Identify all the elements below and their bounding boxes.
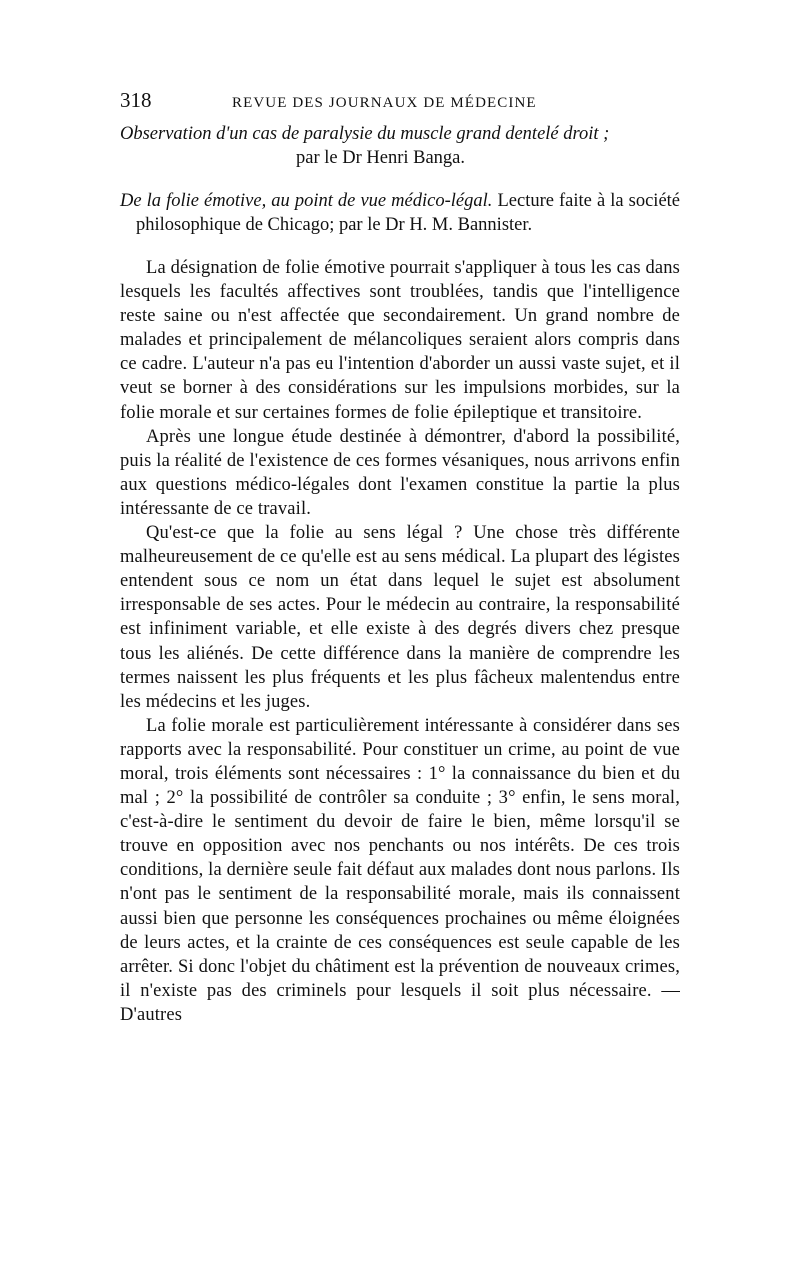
page-number: 318 xyxy=(120,88,152,112)
body-paragraph: Qu'est-ce que la folie au sens légal ? Une chose très différente malheureusement de ce qu'elle est au sens médical. La plupart des légistes entendent sous ce nom un état dans lequel le sujet est absolument irresponsable de ses actes. Pour le médecin au contraire, la responsabilité est infiniment variable, et elle existe à des degrés divers chez presque tous les aliénés. De cette différence dans la manière de comprendre les termes naissent les plus fréquents et les plus fâcheux malentendus entre les médecins et les juges. xyxy=(120,523,680,712)
citation-byline: Lecture faite à la société philosophique de Chicago; par le Dr H. M. Bannister. xyxy=(136,191,681,235)
citation-byline: par le Dr Henri Banga. xyxy=(296,148,466,168)
citation-title: Observation d'un cas de paralysie du muscle grand dentelé droit ; xyxy=(120,124,610,144)
citation-paralysie xyxy=(120,122,680,170)
citation-title: De la folie émotive, au point de vue médico-légal. xyxy=(120,191,493,211)
body-paragraph: La folie morale est particulièrement intéressante à considérer dans ses rapports avec la responsabilité. Pour constituer un crime, au point de vue moral, trois éléments sont nécessaires : 1° la connaissance du bien et du mal ; 2° la possibilité de contrôler sa conduite ; 3° enfin, le sens moral, c'est-à-dire le sentiment du devoir de faire le bien, même lorsqu'il se trouve en opposition avec nos penchants ou nos intérêts. De ces trois conditions, la dernière seule fait défaut aux malades dont nous parlons. Ils n'ont pas le sentiment de la responsabilité morale, mais ils connaissent aussi bien que personne les conséquences prochaines ou même éloignées de leurs actes, et la crainte de ces conséquences est seule capable de les arrêter. Si donc l'objet du châtiment est la prévention de nouveaux crimes, il n'existe pas des criminels pour lesquels il soit plus nécessaire. — D'autres xyxy=(120,715,680,1025)
journal-page xyxy=(120,88,680,1027)
body-paragraph: Après une longue étude destinée à démontrer, d'abord la possibilité, puis la réalité de l'existence de ces formes vésaniques, nous arrivons enfin aux questions médico-légales dont l'examen constitue la partie la plus intéressante de ce travail. xyxy=(120,426,680,519)
running-head xyxy=(120,88,680,122)
citation-folie-emotive xyxy=(120,189,680,237)
body-paragraph: La désignation de folie émotive pourrait s'appliquer à tous les cas dans lesquels les facultés affectives sont troublées, tandis que l'intelligence reste saine ou n'est affectée que secondairement. Un grand nombre de malades et principalement de mélancoliques seraient alors compris dans ce cadre. L'auteur n'a pas eu l'intention d'aborder un aussi vaste sujet, et il veut se borner à des considérations sur les impulsions morbides, sur la folie morale et sur certaines formes de folie épileptique et transitoire. xyxy=(120,258,680,423)
journal-title: REVUE DES JOURNAUX DE MÉDECINE xyxy=(232,95,537,111)
